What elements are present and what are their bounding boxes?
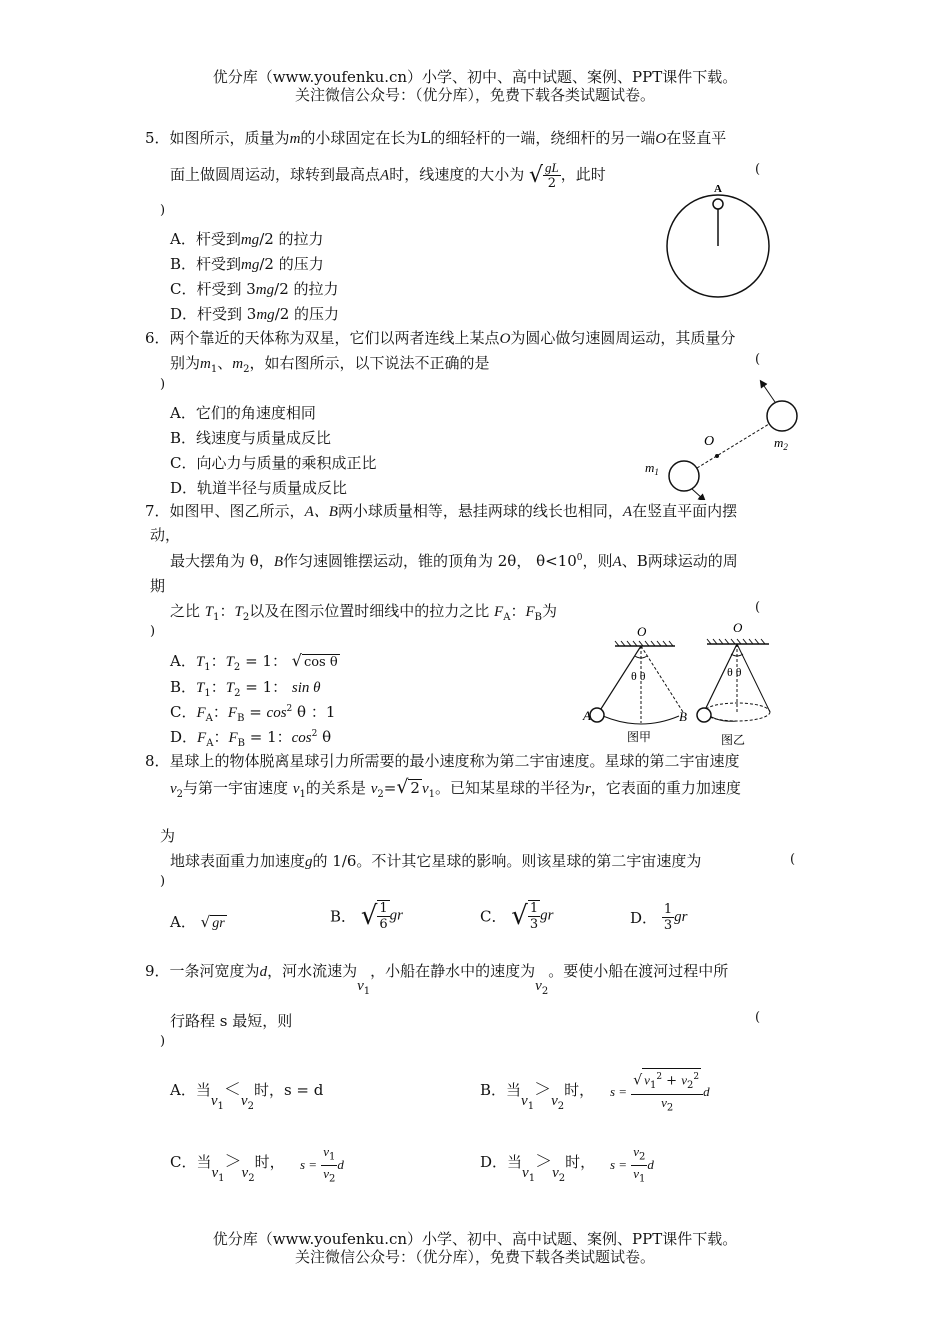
q6-label-m1: $m_1$ bbox=[645, 460, 659, 477]
q9-option-c[interactable]: C．当$v_1>v_2$时， bbox=[170, 1152, 285, 1184]
q6-center-point bbox=[715, 454, 719, 458]
question-6-line2: 别为$m_1$、$m_2$，如右图所示，以下说法不正确的是 bbox=[170, 354, 490, 375]
q5-paren-open: ( bbox=[755, 162, 761, 177]
q5-option-c[interactable]: C．杆受到 3mg/2 的拉力 bbox=[170, 280, 339, 298]
q7-fig-jia-theta: θ θ bbox=[631, 669, 646, 683]
q5-option-a[interactable]: A．杆受到mg/2 的拉力 bbox=[170, 230, 324, 248]
q9-option-b-formula: s = $\frac{√ v_1^2 + v_2^2}{v_2}$ d bbox=[610, 1068, 710, 1116]
question-5-line1: 5．如图所示，质量为m的小球固定在长为L的细轻杆的一端，绕细杆的另一端O在竖直平 bbox=[145, 129, 727, 147]
question-5-line2: 面上做圆周运动，球转到最高点A时，线速度的大小为 √ $\frac{gL}{2}$ ，此时 bbox=[170, 160, 606, 191]
q7-fig-yi-o: O bbox=[733, 620, 743, 635]
page-footer-line2: 关注微信公众号：（优分库），免费下载各类试题试卷。 bbox=[294, 1248, 655, 1266]
q5-ball bbox=[713, 199, 723, 209]
q5-option-d[interactable]: D．杆受到 3mg/2 的压力 bbox=[170, 305, 340, 323]
question-8-line2: $v_2$与第一宇宙速度 $v_1$的关系是 $v_2=√$ 2 $v_1$。已知某星球的半径为r，它表面的重力加速度 bbox=[170, 776, 741, 800]
question-6-line1: 6．两个靠近的天体称为双星，它们以两者连线上某点O为圆心做匀速圆周运动，其质量分 bbox=[145, 329, 736, 347]
q7-fig-jia-o: O bbox=[637, 624, 647, 639]
q7-pendulum-figures bbox=[575, 620, 795, 755]
q5-circle-figure bbox=[665, 178, 785, 303]
q7-option-d[interactable]: D．$F_A$：$F_B = 1$：$\cos^2 \theta$ bbox=[170, 728, 332, 749]
page-header-line2: 关注微信公众号：（优分库），免费下载各类试题试卷。 bbox=[294, 86, 655, 104]
q9-paren-close: ) bbox=[160, 1034, 166, 1049]
q5-paren-close: ) bbox=[160, 203, 166, 218]
q6-paren-open: ( bbox=[755, 352, 761, 367]
q6-velocity-arrow-m2 bbox=[762, 383, 775, 402]
q7-fig-yi-b: B bbox=[679, 709, 687, 724]
question-7-line1: 7．如图甲、图乙所示，A、B两小球质量相等，悬挂两球的线长也相同，A在竖直平面内摆 bbox=[145, 502, 738, 520]
q7-option-b[interactable]: B．$T_1$：$T_2 = 1$： sin θ bbox=[170, 678, 321, 699]
question-8-line3: 为 bbox=[160, 827, 176, 845]
q7-option-a[interactable]: A．$T_1$：$T_2 = 1$： √ cos θ bbox=[170, 651, 338, 673]
q7-fig-jia-string-b bbox=[641, 646, 683, 712]
q9-option-d[interactable]: D．当$v_1>v_2$时， bbox=[480, 1152, 596, 1184]
q6-label-o: O bbox=[704, 434, 715, 449]
question-7-line3: 之比 $T_1$：$T_2$以及在图示位置时细线中的拉力之比 $F_A$：$F_B$为 bbox=[170, 602, 558, 623]
question-8-line4: 地球表面重力加速度g的 1/6。不计其它星球的影响。则该星球的第二宇宙速度为 bbox=[170, 852, 702, 870]
question-8-line1: 8．星球上的物体脱离星球引力所需要的最小速度称为第二宇宙速度。星球的第二宇宙速度 bbox=[145, 752, 740, 770]
q7-option-c[interactable]: C．$F_A$：$F_B = \cos^2 \theta$ ：1 bbox=[170, 703, 336, 724]
q6-star-m1 bbox=[669, 461, 699, 491]
q6-label-m2: $m_2$ bbox=[774, 435, 788, 452]
question-7-line2-wrap: 期 bbox=[150, 577, 166, 595]
page-footer-line1: 优分库（www.youfenku.cn）小学、初中、高中试题、案例、PPT课件下载。 bbox=[212, 1230, 738, 1248]
q7-fig-yi-ball bbox=[697, 708, 711, 722]
q9-option-b[interactable]: B．当$v_1>v_2$时， bbox=[480, 1080, 595, 1112]
q6-option-a[interactable]: A．它们的角速度相同 bbox=[170, 404, 316, 422]
q5-option-b[interactable]: B．杆受到mg/2 的压力 bbox=[170, 255, 324, 273]
q7-paren-open: ( bbox=[755, 600, 761, 615]
q7-fig-jia-caption: 图甲 bbox=[627, 730, 652, 744]
page-header-line1: 优分库（www.youfenku.cn）小学、初中、高中试题、案例、PPT课件下载。 bbox=[212, 68, 738, 86]
q6-velocity-arrow-m1 bbox=[692, 489, 703, 499]
q6-star-m2 bbox=[767, 401, 797, 431]
q8-paren-close: ) bbox=[160, 874, 166, 889]
q5-fig-label-a: A bbox=[714, 183, 722, 195]
q6-binary-star-figure bbox=[640, 375, 815, 500]
q8-paren-open: ( bbox=[790, 852, 796, 867]
q9-option-d-formula: s = $\frac{v_2}{v_1}$ d bbox=[610, 1144, 654, 1185]
q7-fig-jia-ball bbox=[590, 708, 604, 722]
q7-fig-jia-a: A bbox=[583, 708, 591, 723]
q9-option-c-formula: s = $\frac{v_1}{v_2}$ d bbox=[300, 1144, 344, 1185]
question-7-line2: 最大摆角为 θ，B作匀速圆锥摆运动，锥的顶角为 2θ， $\theta<10^0$，则A、B两球运动的周 bbox=[170, 552, 738, 570]
question-7-line1-wrap: 动， bbox=[150, 526, 181, 544]
q6-paren-close: ) bbox=[160, 377, 166, 392]
q8-option-a[interactable]: A． √ gr bbox=[170, 913, 225, 931]
q6-option-d[interactable]: D．轨道半径与质量成反比 bbox=[170, 479, 348, 497]
question-9-line2: 行路程 s 最短，则 bbox=[170, 1012, 293, 1030]
q6-option-c[interactable]: C．向心力与质量的乘积成正比 bbox=[170, 454, 377, 472]
question-9-line1: 9．一条河宽度为d，河水流速为$v_1$，小船在静水中的速度为$v_2$。要使小船在渡河过程中所 bbox=[145, 962, 729, 997]
q6-option-b[interactable]: B．线速度与质量成反比 bbox=[170, 429, 332, 447]
q7-fig-yi-caption: 图乙 bbox=[721, 733, 746, 747]
q9-option-a[interactable]: A．当$v_1<v_2$时，s = d bbox=[170, 1080, 324, 1112]
q7-paren-close: ) bbox=[150, 624, 156, 639]
q7-fig-yi-theta: θ θ bbox=[727, 665, 742, 679]
q9-paren-open: ( bbox=[755, 1010, 761, 1025]
q8-option-b[interactable]: B． √ $\frac{1}{6}$ gr bbox=[330, 901, 404, 932]
q8-option-d[interactable]: D． $\frac{1}{3}$ gr bbox=[630, 902, 688, 933]
q8-option-c[interactable]: C． √ $\frac{1}{3}$ gr bbox=[480, 901, 554, 932]
